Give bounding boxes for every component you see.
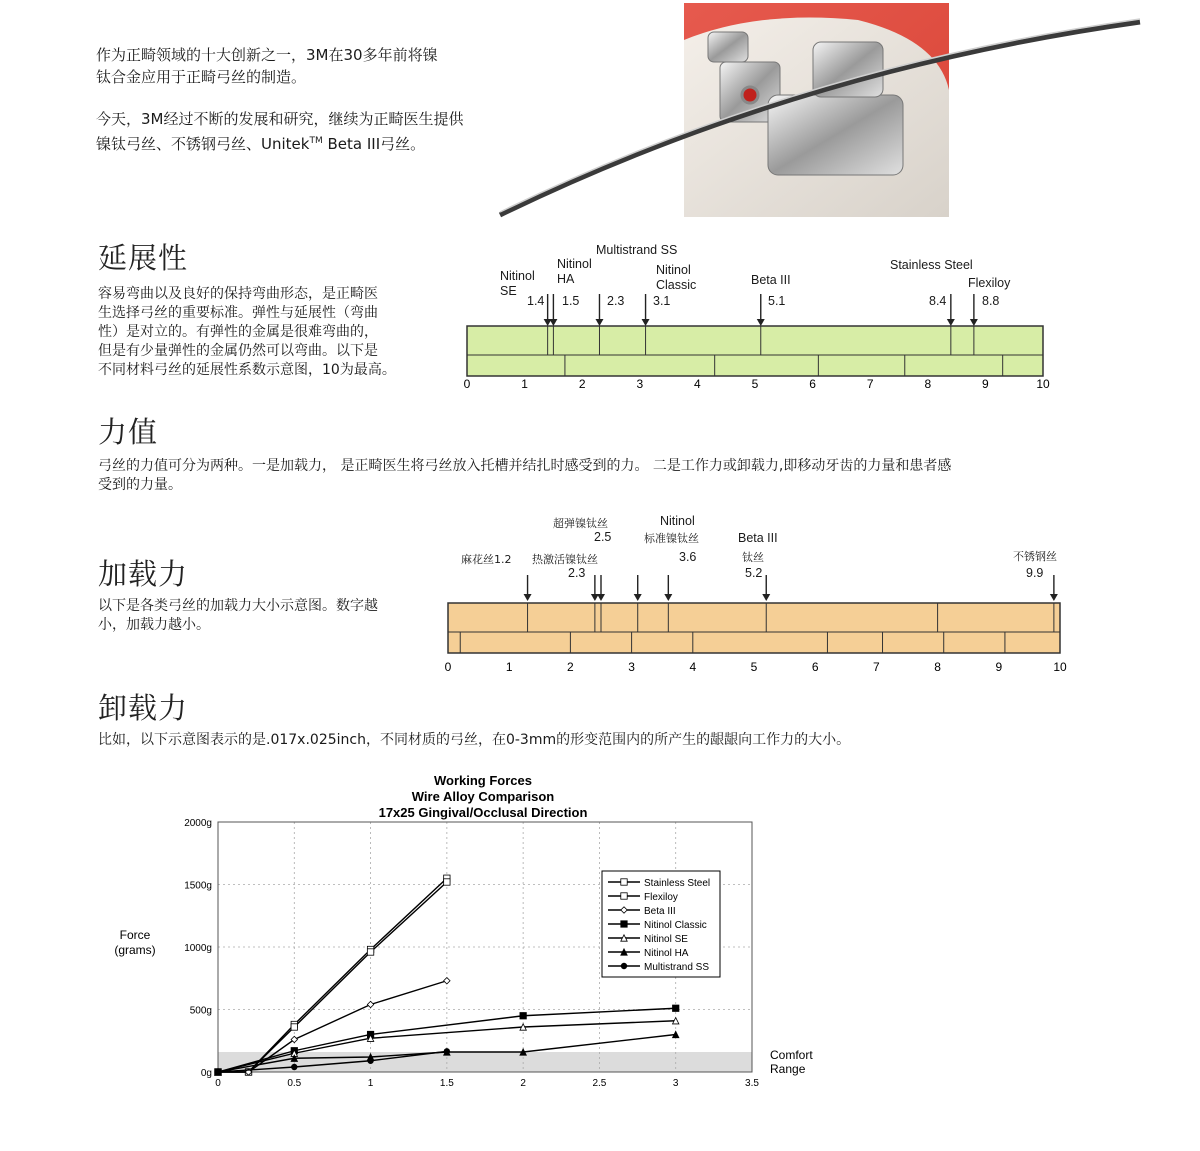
ductility-line: 生选择弓丝的重要标准。弹性与延展性（弯曲	[98, 305, 378, 321]
trademark-mark: TM	[309, 136, 323, 146]
marker-label-nitinol: Nitinol	[660, 514, 695, 528]
data-point	[621, 921, 627, 927]
marker-value-8-4: 8.4	[929, 294, 947, 308]
loading-marker-arrow-head	[597, 594, 605, 601]
ductility-marker-arrow-head	[549, 319, 557, 326]
loading-heading: 加载力	[98, 557, 189, 591]
data-point	[621, 963, 627, 969]
data-point	[621, 879, 627, 885]
data-point	[444, 879, 450, 885]
ductility-tick-label: 0	[463, 377, 471, 391]
y-axis-label: (grams)	[114, 943, 156, 957]
marker-value-8-8: 8.8	[982, 294, 1000, 308]
loading-tick-label: 8	[934, 660, 941, 674]
force-heading: 力值	[98, 415, 159, 449]
x-tick-label: 0.5	[287, 1078, 302, 1089]
force-line: 弓丝的力值可分为两种。一是加载力， 是正畸医生将弓丝放入托槽并结扎时感受到的力。 二是工作力或卸载力,即移动牙齿的力量和患者感	[98, 458, 952, 474]
loading-line: 以下是各类弓丝的加载力大小示意图。数字越	[98, 598, 378, 614]
loading-tick-label: 4	[689, 660, 697, 674]
y-tick-label: 500g	[189, 1005, 212, 1017]
marker-label-beta-iii: Beta III	[738, 531, 778, 545]
ductility-marker-arrow-head	[757, 319, 765, 326]
marker-label-standard-niti: 标准镍钛丝	[644, 532, 699, 545]
ductility-tick-label: 7	[866, 377, 874, 391]
x-tick-label: 2.5	[592, 1078, 607, 1089]
chart-subtitle: Wire Alloy Comparison	[411, 789, 555, 804]
comfort-range-label: Comfort	[770, 1048, 813, 1062]
x-tick-label: 3.5	[745, 1078, 759, 1089]
ductility-tick-label: 6	[809, 377, 816, 391]
intro-paragraph-1	[96, 44, 536, 88]
marker-label-stainless: 不锈钢丝	[1013, 550, 1057, 563]
working-forces-chart	[100, 765, 860, 1105]
x-tick-label: 2	[520, 1078, 526, 1089]
force-line: 受到的力量。	[98, 477, 182, 493]
marker-value-3-1: 3.1	[653, 294, 671, 308]
marker-value-5-1: 5.1	[768, 294, 786, 308]
loading-marker-arrow-head	[1050, 594, 1058, 601]
bracket-photo	[498, 0, 1148, 225]
legend-label: Nitinol HA	[644, 948, 689, 959]
y-tick-label: 2000g	[184, 818, 212, 829]
legend-label: Nitinol SE	[644, 934, 688, 945]
loading-scale	[430, 575, 1090, 680]
comfort-range-band	[218, 1052, 752, 1072]
loading-tick-label: 10	[1053, 660, 1067, 674]
marker-value-3-6: 3.6	[679, 550, 697, 564]
marker-value-2-3: 2.3	[607, 294, 625, 308]
marker-label-multistrand-ss: Multistrand SS	[596, 243, 678, 257]
marker-label-titanium: 钛丝	[742, 551, 764, 564]
data-point	[291, 1024, 297, 1030]
loading-tick-label: 6	[811, 660, 819, 674]
intro-line: 作为正畸领域的十大创新之一，3M在30多年前将镍	[96, 46, 438, 64]
marker-label-nitinol-classic: Nitinol Classic	[656, 263, 697, 292]
data-point	[291, 1064, 297, 1070]
ductility-tick-label: 5	[751, 377, 759, 391]
loading-description	[98, 597, 438, 635]
intro-paragraph-2	[96, 108, 536, 155]
marker-value-2-5: 2.5	[594, 530, 612, 544]
marker-label-stainless-steel: Stainless Steel	[890, 258, 973, 272]
ductility-tick-label: 10	[1036, 377, 1050, 391]
ductility-line: 不同材料弓丝的延展性系数示意图，10为最高。	[98, 362, 396, 378]
comfort-range-label: Range	[770, 1062, 806, 1076]
ductility-tick-label: 8	[924, 377, 932, 391]
ductility-marker-arrow-head	[595, 319, 603, 326]
chart-subtitle: 17x25 Gingival/Occlusal Direction	[378, 805, 588, 820]
loading-tick-label: 5	[750, 660, 758, 674]
data-point	[444, 978, 450, 984]
ductility-line: 但是有少量弹性的金属仍然可以弯曲。以下是	[98, 343, 378, 359]
ductility-marker-arrow-head	[947, 319, 955, 326]
unloading-heading: 卸载力	[98, 691, 189, 725]
intro-line	[96, 130, 536, 155]
loading-marker-arrow-head	[634, 594, 642, 601]
loading-tick-label: 7	[873, 660, 880, 674]
marker-value-1-5: 1.5	[562, 294, 580, 308]
marker-label-beta-iii: Beta III	[751, 273, 791, 287]
marker-value-2-3: 2.3	[568, 566, 586, 580]
ductility-tick-label: 2	[578, 377, 586, 391]
data-point	[367, 949, 373, 955]
ductility-scale	[440, 290, 1080, 400]
marker-label-heat-activated: 热激活镍钛丝	[532, 553, 598, 566]
loading-line: 小，加载力越小。	[98, 617, 210, 633]
marker-label-twisted-wire: 麻花丝1.2	[461, 553, 512, 566]
loading-tick-label: 9	[995, 660, 1003, 674]
ductility-tick-label: 4	[694, 377, 701, 391]
x-tick-label: 0	[215, 1078, 221, 1089]
data-point	[444, 1048, 450, 1054]
legend-label: Nitinol Classic	[644, 920, 707, 931]
marker-label-nitinol-ha: Nitinol HA	[557, 257, 592, 286]
marker-label-superelastic: 超弹镍钛丝	[553, 517, 608, 530]
marker-value-1-4: 1.4	[527, 294, 545, 308]
legend-label: Beta III	[644, 906, 676, 917]
loading-bar	[448, 603, 1060, 653]
marker-value-9-9: 9.9	[1026, 566, 1044, 580]
loading-tick-label: 3	[628, 660, 635, 674]
ductility-marker-arrow-head	[970, 319, 978, 326]
loading-tick-label: 2	[567, 660, 574, 674]
legend-label: Flexiloy	[644, 892, 678, 903]
data-point	[215, 1069, 221, 1075]
intro-text: 镍钛弓丝、不锈钢弓丝、Unitek	[96, 135, 310, 153]
ductility-marker-arrow-head	[642, 319, 650, 326]
x-tick-label: 1	[367, 1078, 374, 1089]
legend-label: Multistrand SS	[644, 962, 710, 973]
y-tick-label: 1500g	[184, 880, 212, 892]
y-tick-label: 1000g	[184, 943, 212, 954]
marker-value-5-2: 5.2	[745, 566, 763, 580]
loading-marker-arrow-head	[762, 594, 770, 601]
ductility-tick-label: 3	[636, 377, 644, 391]
x-tick-label: 1.5	[439, 1078, 454, 1089]
intro-text: Beta III弓丝。	[322, 135, 426, 153]
ductility-tick-label: 1	[521, 377, 528, 391]
unloading-description: 比如，以下示意图表示的是.017x.025inch，不同材质的弓丝，在0-3mm的形变范围内的所产生的龈龈向工作力的大小。	[98, 732, 851, 748]
legend-label: Stainless Steel	[644, 878, 711, 889]
ductility-heading: 延展性	[98, 241, 189, 275]
ductility-description	[98, 285, 438, 380]
data-point	[367, 1058, 373, 1064]
y-tick-label: 0g	[200, 1068, 212, 1079]
x-tick-label: 3	[672, 1078, 679, 1089]
intro-line: 钛合金应用于正畸弓丝的制造。	[96, 68, 307, 86]
chart-title: Working Forces	[433, 773, 533, 788]
loading-marker-arrow-head	[664, 594, 672, 601]
loading-marker-arrow-head	[524, 594, 532, 601]
marker-label-flexiloy: Flexiloy	[968, 276, 1011, 290]
loading-tick-label: 1	[505, 660, 513, 674]
loading-tick-label: 0	[444, 660, 452, 674]
intro-line: 今天，3M经过不断的发展和研究，继续为正畸医生提供	[96, 110, 464, 128]
ductility-tick-label: 9	[982, 377, 989, 391]
data-point	[367, 1001, 373, 1007]
data-point	[673, 1005, 679, 1011]
ductility-line: 容易弯曲以及良好的保持弯曲形态，是正畸医	[98, 286, 378, 302]
marker-label-nitinol-se: Nitinol SE	[500, 269, 535, 298]
data-point	[520, 1013, 526, 1019]
force-description	[98, 457, 1088, 495]
y-axis-label: Force	[119, 928, 151, 942]
data-point	[621, 893, 627, 899]
ductility-line: 性）是对立的。有弹性的金属是很难弯曲的，	[98, 324, 378, 340]
